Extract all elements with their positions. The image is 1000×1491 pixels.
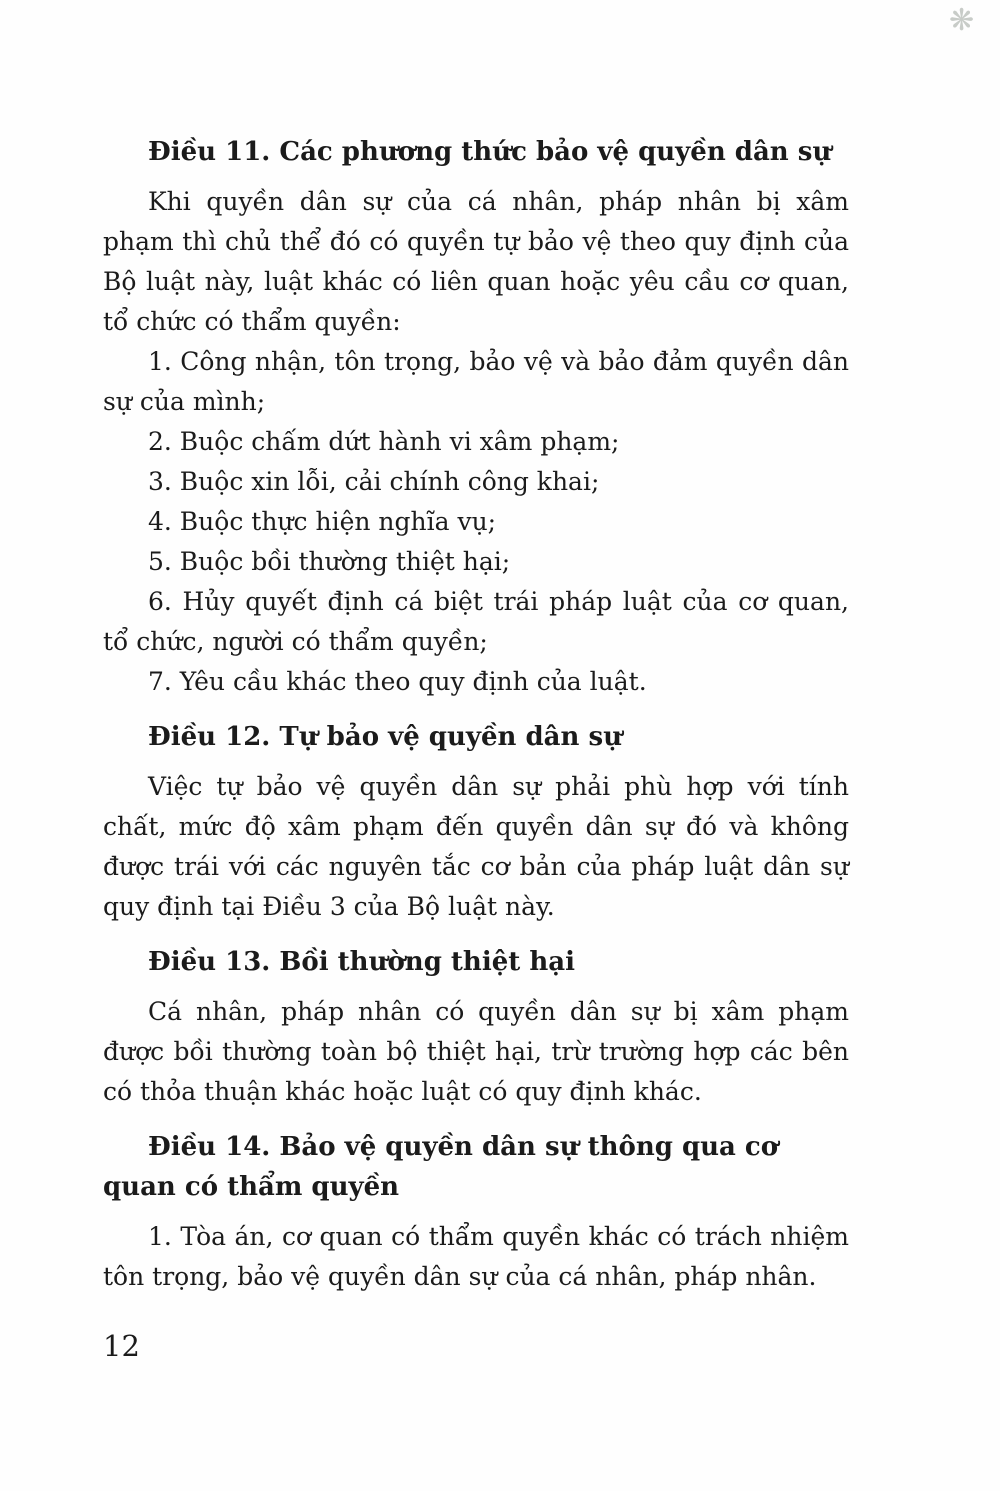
article-11-heading: Điều 11. Các phương thức bảo vệ quyền dân sự xyxy=(148,137,832,167)
article-11-item-5: 5. Buộc bồi thường thiệt hại; xyxy=(148,547,511,576)
article-11-intro-paragraph: Khi quyền dân sự của cá nhân, pháp nhân bị xâm phạm thì chủ thể đó có quyền tự bảo vệ theo quy định của Bộ luật này, luật khác có liên quan hoặc yêu cầu cơ quan, tổ chức có thẩm quyền: xyxy=(103,187,849,336)
article-11-item-1: 1. Công nhận, tôn trọng, bảo vệ và bảo đảm quyền dân sự của mình; xyxy=(103,347,849,416)
article-14-paragraph: 1. Tòa án, cơ quan có thẩm quyền khác có trách nhiệm tôn trọng, bảo vệ quyền dân sự của cá nhân, pháp nhân. xyxy=(103,1222,849,1291)
flower-icon: ❋ xyxy=(949,3,975,38)
article-11-item-2: 2. Buộc chấm dứt hành vi xâm phạm; xyxy=(148,427,620,456)
article-11-item-3: 3. Buộc xin lỗi, cải chính công khai; xyxy=(148,467,600,496)
article-11-item-7: 7. Yêu cầu khác theo quy định của luật. xyxy=(148,667,647,696)
article-14-heading: Điều 14. Bảo vệ quyền dân sự thông qua cơ quan có thẩm quyền xyxy=(103,1132,779,1202)
page-content xyxy=(103,132,849,1297)
article-12 xyxy=(103,717,849,927)
article-13-paragraph: Cá nhân, pháp nhân có quyền dân sự bị xâm phạm được bồi thường toàn bộ thiệt hại, trừ trường hợp các bên có thỏa thuận khác hoặc luật có quy định khác. xyxy=(103,997,849,1106)
article-11-item-6: 6. Hủy quyết định cá biệt trái pháp luật của cơ quan, tổ chức, người có thẩm quyền; xyxy=(103,587,849,656)
page-number: 12 xyxy=(103,1329,140,1363)
article-11 xyxy=(103,132,849,702)
article-13 xyxy=(103,942,849,1112)
article-11-item-4: 4. Buộc thực hiện nghĩa vụ; xyxy=(148,507,497,536)
article-14 xyxy=(103,1127,849,1297)
article-13-heading: Điều 13. Bồi thường thiệt hại xyxy=(148,947,575,977)
article-12-heading: Điều 12. Tự bảo vệ quyền dân sự xyxy=(148,722,623,752)
article-12-paragraph: Việc tự bảo vệ quyền dân sự phải phù hợp với tính chất, mức độ xâm phạm đến quyền dân sự đó và không được trái với các nguyên tắc cơ bản của pháp luật dân sự quy định tại Điều 3 của Bộ luật này. xyxy=(103,772,849,921)
